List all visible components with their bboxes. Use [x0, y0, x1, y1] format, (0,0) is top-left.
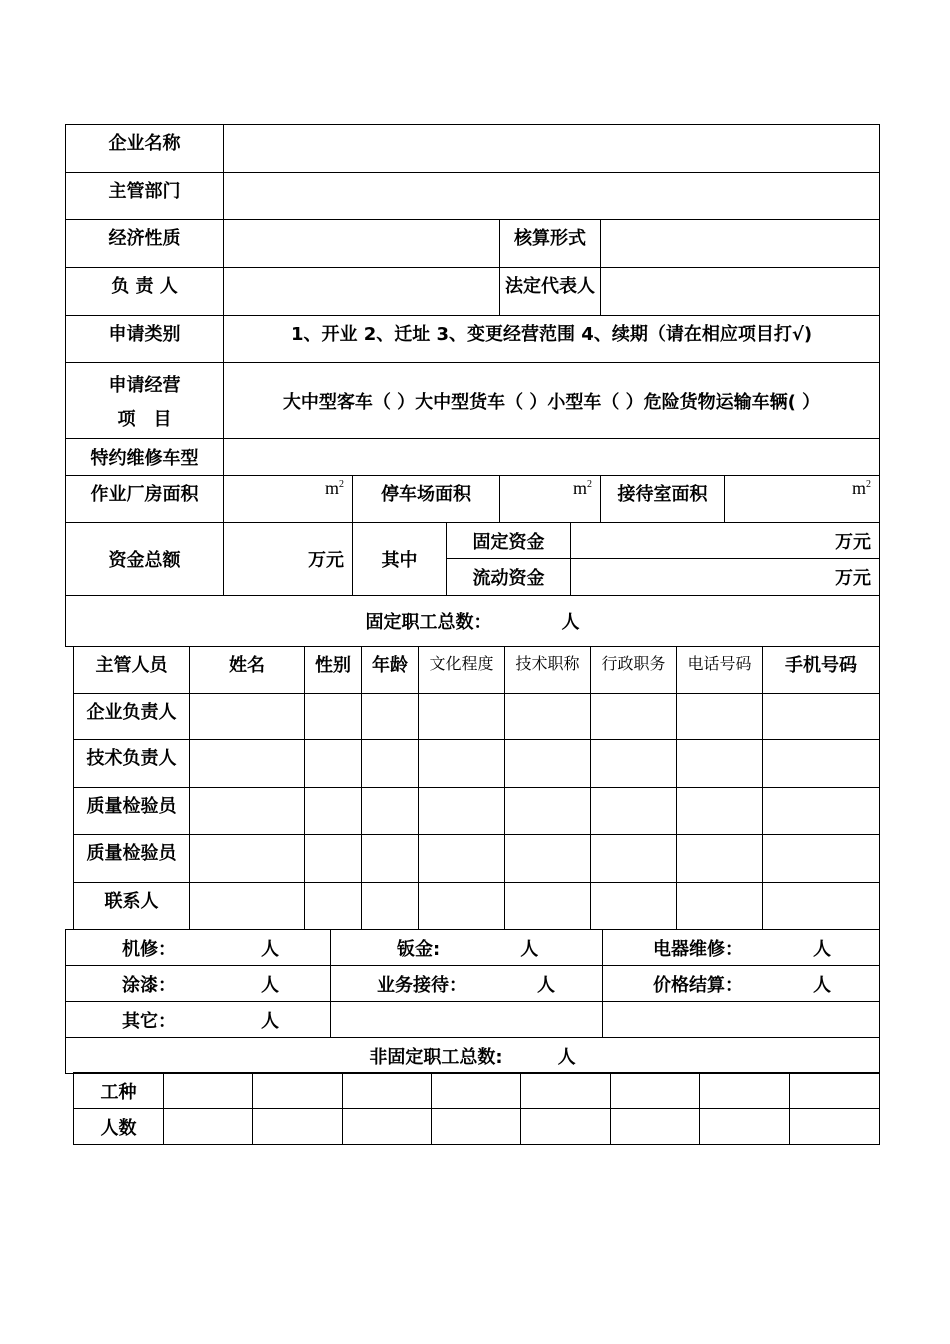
cell[interactable]	[700, 1073, 790, 1109]
cell[interactable]	[521, 1073, 611, 1109]
row-label: 质量检验员	[74, 835, 190, 883]
sheet-metal-label: 钣金:	[397, 938, 441, 960]
electrical-unit: 人	[813, 938, 831, 960]
header-age: 年龄	[362, 647, 419, 694]
cell[interactable]	[790, 1109, 880, 1145]
other-count[interactable]	[66, 1002, 331, 1038]
table-row	[74, 740, 880, 788]
reception-area-label: 接待室面积	[601, 476, 725, 523]
workshop-area-field[interactable]	[224, 476, 353, 523]
cell[interactable]	[432, 1109, 521, 1145]
pricing-count[interactable]	[603, 966, 880, 1002]
legal-rep-label: 法定代表人	[500, 268, 601, 316]
cell[interactable]	[700, 1109, 790, 1145]
cell[interactable]	[362, 835, 419, 883]
header-gender: 性别	[305, 647, 362, 694]
cell[interactable]	[505, 835, 591, 883]
fixed-staff-total-label: 固定职工总数：	[365, 612, 492, 633]
area-unit: m	[852, 478, 867, 498]
cell[interactable]	[763, 788, 880, 835]
header-mobile: 手机号码	[763, 647, 880, 694]
cell[interactable]	[190, 835, 305, 883]
cell[interactable]	[677, 835, 763, 883]
of-which-label: 其中	[353, 523, 447, 596]
area-unit-sup: 2	[866, 479, 872, 490]
application-type-label: 申请类别	[66, 316, 224, 363]
cell[interactable]	[611, 1109, 700, 1145]
other-label: 其它：	[122, 1010, 176, 1032]
cell[interactable]	[190, 694, 305, 740]
header-name: 姓名	[190, 647, 305, 694]
table-row	[74, 788, 880, 835]
enterprise-name-label: 企业名称	[66, 125, 224, 173]
staff-table	[73, 646, 880, 930]
other-unit: 人	[261, 1010, 279, 1032]
cell[interactable]	[190, 883, 305, 930]
painting-count[interactable]	[66, 966, 331, 1002]
parking-area-field[interactable]	[500, 476, 601, 523]
header-supervisor: 主管人员	[74, 647, 190, 694]
cell[interactable]	[305, 788, 362, 835]
cell[interactable]	[591, 835, 677, 883]
cell[interactable]	[343, 1109, 432, 1145]
cell[interactable]	[677, 883, 763, 930]
cell[interactable]	[505, 883, 591, 930]
reception-count[interactable]	[331, 966, 603, 1002]
cell[interactable]	[419, 740, 505, 788]
table-row	[74, 1073, 880, 1109]
nonfixed-staff-total[interactable]	[66, 1038, 880, 1074]
cell[interactable]	[253, 1109, 343, 1145]
cell[interactable]	[253, 1073, 343, 1109]
reception-area-field[interactable]	[725, 476, 880, 523]
header-phone: 电话号码	[677, 647, 763, 694]
trade-table	[73, 1072, 880, 1145]
table-row	[74, 883, 880, 930]
mechanic-unit: 人	[261, 938, 279, 960]
cell[interactable]	[362, 694, 419, 740]
person-in-charge-field[interactable]	[224, 268, 500, 316]
cell[interactable]	[591, 694, 677, 740]
cell[interactable]	[432, 1073, 521, 1109]
cell[interactable]	[790, 1073, 880, 1109]
worker-counts-table	[65, 929, 880, 1074]
header-admin-post: 行政职务	[591, 647, 677, 694]
mechanic-count[interactable]	[66, 930, 331, 966]
electrical-count[interactable]	[603, 930, 880, 966]
legal-rep-field[interactable]	[601, 268, 880, 316]
reception-unit: 人	[537, 974, 555, 996]
mechanic-label: 机修：	[122, 938, 176, 960]
total-funds-label: 资金总额	[66, 523, 224, 596]
cell[interactable]	[190, 740, 305, 788]
workshop-area-label: 作业厂房面积	[66, 476, 224, 523]
department-field[interactable]	[224, 173, 880, 220]
empty-cell[interactable]	[603, 1002, 880, 1038]
staff-header-row	[74, 647, 880, 694]
painting-unit: 人	[261, 974, 279, 996]
working-funds-field[interactable]: 万元	[571, 559, 880, 596]
cell[interactable]	[763, 883, 880, 930]
business-items-label-line2: 项 目	[117, 408, 172, 430]
cell[interactable]	[343, 1073, 432, 1109]
header-tech-title: 技术职称	[505, 647, 591, 694]
pricing-label: 价格结算：	[653, 974, 743, 996]
cell[interactable]	[190, 788, 305, 835]
cell[interactable]	[305, 694, 362, 740]
application-options[interactable]: 1、开业 2、迁址 3、变更经营范围 4、续期（请在相应项目打√)	[224, 316, 880, 363]
fixed-funds-field[interactable]: 万元	[571, 523, 880, 559]
accounting-form-label: 核算形式	[500, 220, 601, 268]
cell[interactable]	[591, 740, 677, 788]
area-unit: m	[324, 478, 339, 498]
person-in-charge-label: 负 责 人	[66, 268, 224, 316]
area-unit: m	[572, 478, 587, 498]
accounting-form-field[interactable]	[601, 220, 880, 268]
fixed-funds-label: 固定资金	[447, 523, 571, 559]
count-label: 人数	[74, 1109, 164, 1145]
cell[interactable]	[591, 788, 677, 835]
empty-cell[interactable]	[331, 1002, 603, 1038]
cell[interactable]	[419, 788, 505, 835]
cell[interactable]	[505, 788, 591, 835]
parking-area-label: 停车场面积	[353, 476, 500, 523]
sheet-metal-count[interactable]	[331, 930, 603, 966]
row-label: 企业负责人	[74, 694, 190, 740]
cell[interactable]	[419, 694, 505, 740]
cell[interactable]	[419, 883, 505, 930]
electrical-label: 电器维修：	[653, 938, 743, 960]
sheet-metal-unit: 人	[520, 938, 539, 960]
cell[interactable]	[362, 883, 419, 930]
painting-label: 涂漆：	[122, 974, 176, 996]
area-unit-sup: 2	[339, 479, 344, 490]
cell[interactable]	[419, 835, 505, 883]
cell[interactable]	[362, 788, 419, 835]
enterprise-info-table	[65, 124, 880, 647]
table-row	[74, 694, 880, 740]
cell[interactable]	[677, 740, 763, 788]
cell[interactable]	[677, 788, 763, 835]
pricing-unit: 人	[813, 974, 831, 996]
special-repair-field[interactable]	[224, 439, 880, 476]
cell[interactable]	[505, 740, 591, 788]
fixed-staff-total	[66, 596, 880, 647]
area-unit-sup: 2	[587, 479, 592, 490]
business-items-label	[66, 363, 224, 439]
table-row	[74, 835, 880, 883]
cell[interactable]	[164, 1109, 253, 1145]
nonfixed-total-label: 非固定职工总数:	[369, 1046, 503, 1068]
enterprise-name-field[interactable]	[224, 125, 880, 173]
cell[interactable]	[521, 1109, 611, 1145]
row-label: 联系人	[74, 883, 190, 930]
cell[interactable]	[763, 694, 880, 740]
business-items-label-line1: 申请经营	[108, 374, 181, 396]
economic-nature-label: 经济性质	[66, 220, 224, 268]
economic-nature-field[interactable]	[224, 220, 500, 268]
cell[interactable]	[611, 1073, 700, 1109]
header-education: 文化程度	[419, 647, 505, 694]
cell[interactable]	[305, 835, 362, 883]
cell[interactable]	[164, 1073, 253, 1109]
trade-label: 工种	[74, 1073, 164, 1109]
cell[interactable]	[362, 740, 419, 788]
total-funds-field[interactable]: 万元	[224, 523, 353, 596]
special-repair-label: 特约维修车型	[66, 439, 224, 476]
row-label: 技术负责人	[74, 740, 190, 788]
cell[interactable]	[305, 740, 362, 788]
fixed-staff-total-unit: 人	[561, 612, 580, 633]
cell[interactable]	[677, 694, 763, 740]
department-label: 主管部门	[66, 173, 224, 220]
table-row	[74, 1109, 880, 1145]
cell[interactable]	[591, 883, 677, 930]
cell[interactable]	[505, 694, 591, 740]
cell[interactable]	[763, 835, 880, 883]
reception-label: 业务接待：	[377, 974, 467, 996]
business-options[interactable]: 大中型客车（ ）大中型货车（ ）小型车（ ）危险货物运输车辆( ）	[224, 363, 880, 439]
row-label: 质量检验员	[74, 788, 190, 835]
working-funds-label: 流动资金	[447, 559, 571, 596]
cell[interactable]	[305, 883, 362, 930]
nonfixed-total-unit: 人	[557, 1046, 576, 1068]
cell[interactable]	[763, 740, 880, 788]
